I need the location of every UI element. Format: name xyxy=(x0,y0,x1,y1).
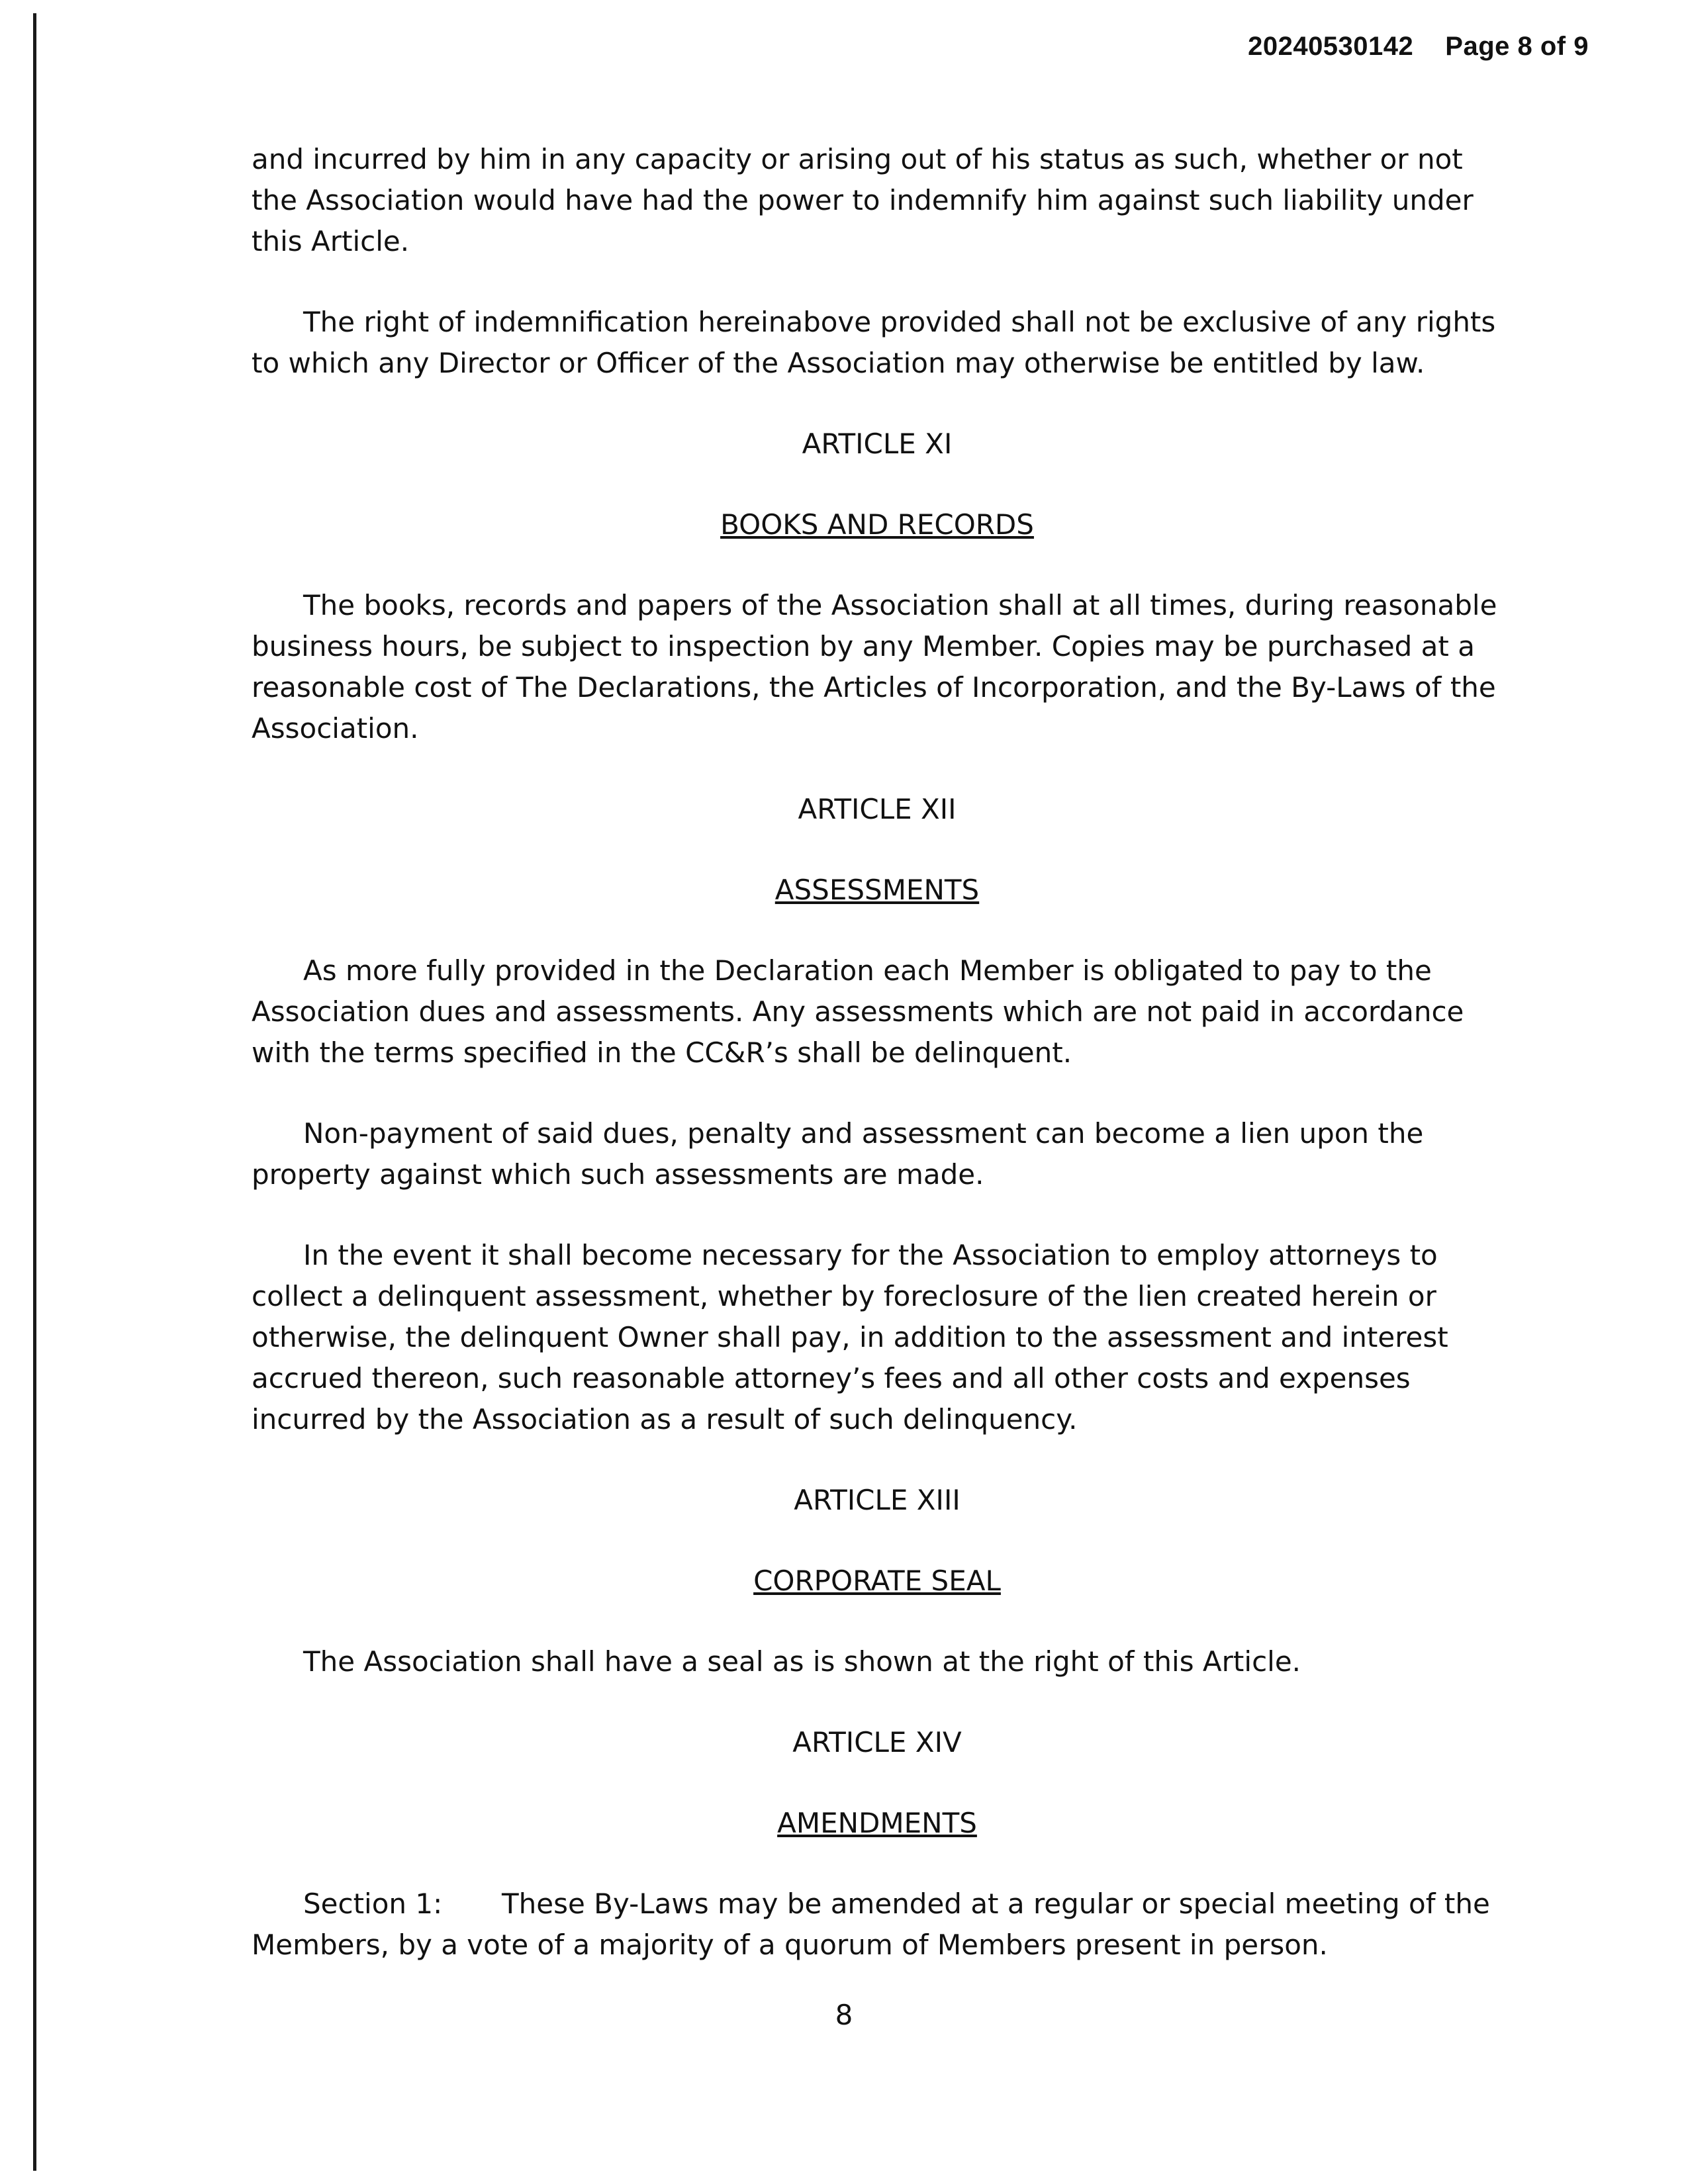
section-1-label: Section 1: xyxy=(303,1888,443,1920)
article-xi-heading-text: BOOKS AND RECORDS xyxy=(720,508,1034,541)
paragraph-assessments-lien: Non-payment of said dues, penalty and assessment can become a lien upon the property against which such assessments are made. xyxy=(252,1117,1424,1191)
article-xiv-title: ARTICLE XIV xyxy=(792,1726,962,1758)
article-xiii-title: ARTICLE XIII xyxy=(794,1484,961,1516)
article-xiv-heading xyxy=(252,1803,1503,1844)
paragraph-books-records: The books, records and papers of the Association shall at all times, during reasonable business hours, be subject to inspection by any Member. Copies may be purchased at a reasonable cost of The Declarations, the Articles of Incorporation, and the By-Laws of the Association. xyxy=(252,589,1497,745)
paragraph-continuation: and incurred by him in any capacity or arising out of his status as such, whether or not the Association would have had the power to indemnify him against such liability under this Article. xyxy=(252,143,1474,257)
document-number: 20240530142 xyxy=(1248,32,1414,61)
article-xii-heading xyxy=(252,870,1503,911)
article-xii-title: ARTICLE XII xyxy=(798,793,957,825)
document-body xyxy=(252,139,1503,1966)
paragraph-corporate-seal: The Association shall have a seal as is shown at the right of this Article. xyxy=(303,1645,1301,1678)
section-1-text: These By-Laws may be amended at a regular or special meeting of the Members, by a vote of a majority of a quorum of Members present in person. xyxy=(252,1888,1490,1961)
article-xiv-heading-text: AMENDMENTS xyxy=(777,1807,977,1839)
page-indicator: Page 8 of 9 xyxy=(1445,32,1589,61)
article-xii-heading-text: ASSESSMENTS xyxy=(774,874,980,906)
paragraph-assessments-obligation: As more fully provided in the Declaration each Member is obligated to pay to the Association dues and assessments. Any assessments which are not paid in accordance with the terms specified in the CC&R’s shall be delinquent. xyxy=(252,954,1464,1069)
section-1-paragraph xyxy=(252,1884,1503,1966)
page-number: 8 xyxy=(835,1999,853,2031)
article-xi-heading xyxy=(252,504,1503,545)
paragraph-indemnification: The right of indemnification hereinabove provided shall not be exclusive of any rights to which any Director or Officer of the Association may otherwise be entitled by law. xyxy=(252,306,1496,379)
scan-border-line xyxy=(33,13,36,2171)
article-xi-title: ARTICLE XI xyxy=(802,428,953,460)
article-xiii-heading-text: CORPORATE SEAL xyxy=(753,1565,1001,1597)
article-xiii-heading xyxy=(252,1561,1503,1602)
document-header xyxy=(1248,32,1589,62)
paragraph-assessments-attorneys: In the event it shall become necessary for the Association to employ attorneys to collect a delinquent assessment, whether by foreclosure of the lien created herein or otherwise, the delinquent Owner shall pay, in addition to the assessment and interest accrued thereon, such reasonable attorney’s fees and all other costs and expenses incurred by the Association as a result of such delinquency. xyxy=(252,1239,1448,1435)
